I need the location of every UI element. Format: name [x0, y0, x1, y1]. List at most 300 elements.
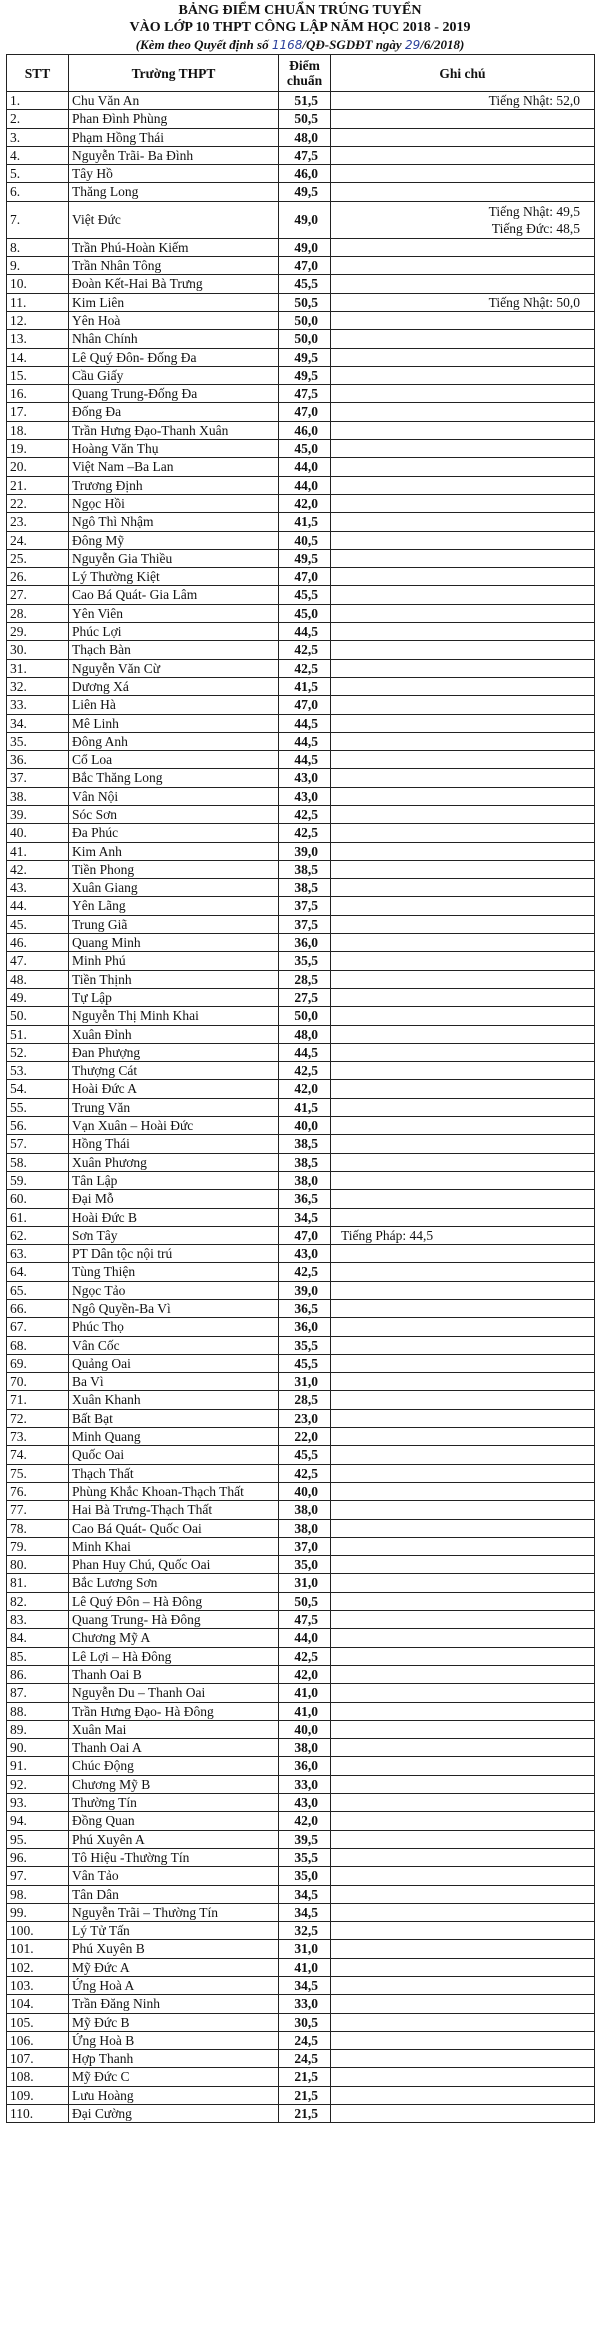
cell-score: 45,0	[279, 440, 331, 458]
cell-school: Đông Anh	[69, 732, 279, 750]
table-row	[7, 403, 595, 421]
cell-note	[331, 1117, 595, 1135]
cell-school: Phú Xuyên B	[69, 1940, 279, 1958]
cell-note	[331, 1702, 595, 1720]
table-row	[7, 1482, 595, 1500]
cell-note	[331, 915, 595, 933]
cell-score: 39,5	[279, 1830, 331, 1848]
cell-note	[331, 696, 595, 714]
table-row	[7, 1885, 595, 1903]
table-row	[7, 1391, 595, 1409]
table-row	[7, 1775, 595, 1793]
cell-stt: 12.	[7, 311, 69, 329]
table-row	[7, 805, 595, 823]
table-row	[7, 421, 595, 439]
cell-score: 42,5	[279, 805, 331, 823]
cell-stt: 86.	[7, 1665, 69, 1683]
cell-school: Đoàn Kết-Hai Bà Trưng	[69, 275, 279, 293]
score-table	[6, 54, 595, 2123]
cell-school: Lưu Hoàng	[69, 2086, 279, 2104]
table-row	[7, 677, 595, 695]
cell-stt: 80.	[7, 1556, 69, 1574]
cell-stt: 81.	[7, 1574, 69, 1592]
cell-score: 41,5	[279, 513, 331, 531]
cell-note	[331, 1318, 595, 1336]
cell-stt: 24.	[7, 531, 69, 549]
table-row	[7, 1922, 595, 1940]
cell-stt: 63.	[7, 1245, 69, 1263]
cell-stt: 17.	[7, 403, 69, 421]
table-row	[7, 915, 595, 933]
table-row	[7, 1995, 595, 2013]
cell-note	[331, 311, 595, 329]
cell-stt: 38.	[7, 787, 69, 805]
cell-note	[331, 238, 595, 256]
cell-note	[331, 1263, 595, 1281]
table-row	[7, 1611, 595, 1629]
cell-stt: 42.	[7, 860, 69, 878]
cell-school: Ngọc Hồi	[69, 494, 279, 512]
cell-school: Nhân Chính	[69, 330, 279, 348]
cell-note	[331, 714, 595, 732]
cell-stt: 102.	[7, 1958, 69, 1976]
cell-school: Chương Mỹ A	[69, 1629, 279, 1647]
cell-score: 42,0	[279, 1080, 331, 1098]
table-row	[7, 1171, 595, 1189]
cell-school: Hoàng Văn Thụ	[69, 440, 279, 458]
cell-score: 42,0	[279, 494, 331, 512]
cell-note	[331, 110, 595, 128]
cell-score: 42,5	[279, 1062, 331, 1080]
cell-score: 45,5	[279, 275, 331, 293]
cell-note	[331, 1354, 595, 1372]
cell-score: 31,0	[279, 1940, 331, 1958]
cell-score: 42,5	[279, 824, 331, 842]
cell-school: Nguyễn Gia Thiều	[69, 549, 279, 567]
cell-school: Quang Trung-Đống Đa	[69, 385, 279, 403]
cell-school: Ứng Hoà B	[69, 2031, 279, 2049]
cell-school: Xuân Mai	[69, 1720, 279, 1738]
cell-school: Nguyễn Văn Cừ	[69, 659, 279, 677]
table-row	[7, 1702, 595, 1720]
cell-stt: 71.	[7, 1391, 69, 1409]
table-row	[7, 183, 595, 201]
cell-score: 38,0	[279, 1739, 331, 1757]
cell-note	[331, 2068, 595, 2086]
cell-note	[331, 1812, 595, 1830]
cell-score: 31,0	[279, 1574, 331, 1592]
cell-stt: 99.	[7, 1903, 69, 1921]
cell-score: 45,5	[279, 586, 331, 604]
cell-note	[331, 805, 595, 823]
cell-score: 39,0	[279, 1281, 331, 1299]
cell-stt: 33.	[7, 696, 69, 714]
cell-school: Việt Nam –Ba Lan	[69, 458, 279, 476]
table-row	[7, 1354, 595, 1372]
cell-school: Mỹ Đức C	[69, 2068, 279, 2086]
cell-score: 45,5	[279, 1354, 331, 1372]
table-row	[7, 732, 595, 750]
cell-score: 33,0	[279, 1995, 331, 2013]
cell-note	[331, 1428, 595, 1446]
cell-school: Cổ Loa	[69, 751, 279, 769]
cell-stt: 7.	[7, 201, 69, 238]
cell-score: 47,5	[279, 146, 331, 164]
table-row	[7, 440, 595, 458]
table-row	[7, 1720, 595, 1738]
document-subtitle: VÀO LỚP 10 THPT CÔNG LẬP NĂM HỌC 2018 - 2019	[129, 20, 471, 35]
cell-school: Phạm Hồng Thái	[69, 128, 279, 146]
table-row	[7, 1629, 595, 1647]
cell-school: Nguyễn Thị Minh Khai	[69, 1007, 279, 1025]
cell-score: 49,5	[279, 183, 331, 201]
cell-score: 41,5	[279, 1098, 331, 1116]
cell-stt: 47.	[7, 952, 69, 970]
cell-score: 47,0	[279, 568, 331, 586]
table-row	[7, 1336, 595, 1354]
cell-score: 51,5	[279, 92, 331, 110]
table-row	[7, 476, 595, 494]
cell-stt: 57.	[7, 1135, 69, 1153]
table-row	[7, 1428, 595, 1446]
document-title: BẢNG ĐIỂM CHUẨN TRÚNG TUYỂN	[178, 3, 422, 18]
cell-stt: 76.	[7, 1482, 69, 1500]
cell-school: Lý Thường Kiệt	[69, 568, 279, 586]
cell-note	[331, 1043, 595, 1061]
cell-stt: 46.	[7, 934, 69, 952]
cell-score: 38,0	[279, 1501, 331, 1519]
cell-note	[331, 860, 595, 878]
cell-note	[331, 1739, 595, 1757]
cell-score: 44,5	[279, 1043, 331, 1061]
cell-stt: 26.	[7, 568, 69, 586]
cell-stt: 34.	[7, 714, 69, 732]
cell-note	[331, 1300, 595, 1318]
cell-score: 42,5	[279, 1647, 331, 1665]
cell-note	[331, 1135, 595, 1153]
cell-note	[331, 1391, 595, 1409]
cell-school: Tân Dân	[69, 1885, 279, 1903]
cell-stt: 41.	[7, 842, 69, 860]
cell-score: 36,0	[279, 1318, 331, 1336]
cell-note	[331, 128, 595, 146]
cell-stt: 45.	[7, 915, 69, 933]
cell-stt: 4.	[7, 146, 69, 164]
cell-stt: 103.	[7, 1976, 69, 1994]
cell-school: Phúc Lợi	[69, 623, 279, 641]
cell-stt: 90.	[7, 1739, 69, 1757]
cell-score: 37,0	[279, 1537, 331, 1555]
cell-note	[331, 1592, 595, 1610]
cell-school: Trung Giã	[69, 915, 279, 933]
table-row	[7, 1867, 595, 1885]
cell-school: Việt Đức	[69, 201, 279, 238]
cell-stt: 104.	[7, 1995, 69, 2013]
column-header-stt: STT	[7, 55, 69, 92]
table-row	[7, 659, 595, 677]
cell-stt: 40.	[7, 824, 69, 842]
cell-note	[331, 970, 595, 988]
table-row	[7, 1958, 595, 1976]
cell-stt: 25.	[7, 549, 69, 567]
cell-note	[331, 494, 595, 512]
cell-stt: 37.	[7, 769, 69, 787]
cell-score: 27,5	[279, 988, 331, 1006]
cell-note	[331, 1373, 595, 1391]
cell-note	[331, 787, 595, 805]
table-row	[7, 1043, 595, 1061]
table-row	[7, 1117, 595, 1135]
cell-school: Yên Lãng	[69, 897, 279, 915]
cell-score: 47,0	[279, 1226, 331, 1244]
cell-note	[331, 257, 595, 275]
cell-note	[331, 330, 595, 348]
cell-note	[331, 1537, 595, 1555]
cell-note	[331, 677, 595, 695]
table-row	[7, 714, 595, 732]
cell-score: 49,5	[279, 366, 331, 384]
cell-school: Ba Vì	[69, 1373, 279, 1391]
cell-stt: 109.	[7, 2086, 69, 2104]
decision-prefix: (Kèm theo Quyết định số	[135, 37, 269, 52]
note-line: Tiếng Pháp: 44,5	[341, 1227, 434, 1243]
cell-note	[331, 641, 595, 659]
cell-school: Phan Huy Chú, Quốc Oai	[69, 1556, 279, 1574]
cell-score: 38,5	[279, 879, 331, 897]
cell-note	[331, 1190, 595, 1208]
cell-note	[331, 1629, 595, 1647]
cell-note	[331, 1958, 595, 1976]
cell-score: 42,5	[279, 1263, 331, 1281]
cell-school: Hai Bà Trưng-Thạch Thất	[69, 1501, 279, 1519]
cell-score: 40,5	[279, 531, 331, 549]
cell-note	[331, 1922, 595, 1940]
cell-score: 28,5	[279, 1391, 331, 1409]
cell-school: Kim Liên	[69, 293, 279, 311]
cell-score: 47,0	[279, 403, 331, 421]
cell-note	[331, 769, 595, 787]
table-row	[7, 1501, 595, 1519]
table-row	[7, 1153, 595, 1171]
cell-school: Mê Linh	[69, 714, 279, 732]
table-row	[7, 1208, 595, 1226]
cell-stt: 58.	[7, 1153, 69, 1171]
cell-stt: 65.	[7, 1281, 69, 1299]
table-row	[7, 1665, 595, 1683]
cell-score: 44,5	[279, 751, 331, 769]
cell-stt: 60.	[7, 1190, 69, 1208]
table-row	[7, 1757, 595, 1775]
cell-stt: 77.	[7, 1501, 69, 1519]
cell-stt: 23.	[7, 513, 69, 531]
cell-school: Quảng Oai	[69, 1354, 279, 1372]
cell-stt: 92.	[7, 1775, 69, 1793]
cell-school: Ngô Thì Nhậm	[69, 513, 279, 531]
cell-note	[331, 897, 595, 915]
cell-score: 24,5	[279, 2050, 331, 2068]
cell-stt: 78.	[7, 1519, 69, 1537]
cell-school: Minh Quang	[69, 1428, 279, 1446]
cell-note	[331, 1208, 595, 1226]
table-row	[7, 1574, 595, 1592]
cell-note	[331, 879, 595, 897]
table-row	[7, 1098, 595, 1116]
cell-stt: 20.	[7, 458, 69, 476]
cell-note	[331, 2031, 595, 2049]
cell-stt: 30.	[7, 641, 69, 659]
cell-note	[331, 1848, 595, 1866]
table-row	[7, 92, 595, 110]
table-row	[7, 2086, 595, 2104]
cell-note	[331, 1245, 595, 1263]
cell-score: 40,0	[279, 1482, 331, 1500]
cell-score: 37,5	[279, 897, 331, 915]
cell-school: Minh Phú	[69, 952, 279, 970]
cell-score: 41,0	[279, 1958, 331, 1976]
cell-school: Quốc Oai	[69, 1446, 279, 1464]
cell-school: Tân Lập	[69, 1171, 279, 1189]
cell-stt: 88.	[7, 1702, 69, 1720]
cell-note	[331, 165, 595, 183]
cell-school: Phúc Thọ	[69, 1318, 279, 1336]
cell-stt: 87.	[7, 1684, 69, 1702]
cell-stt: 70.	[7, 1373, 69, 1391]
cell-note	[331, 1226, 595, 1244]
cell-school: Quang Minh	[69, 934, 279, 952]
table-row	[7, 275, 595, 293]
cell-stt: 96.	[7, 1848, 69, 1866]
table-row	[7, 2013, 595, 2031]
cell-school: Lý Tử Tấn	[69, 1922, 279, 1940]
cell-score: 46,0	[279, 165, 331, 183]
table-row	[7, 128, 595, 146]
cell-score: 21,5	[279, 2086, 331, 2104]
cell-stt: 9.	[7, 257, 69, 275]
cell-stt: 68.	[7, 1336, 69, 1354]
cell-note	[331, 458, 595, 476]
cell-stt: 11.	[7, 293, 69, 311]
table-header-row	[7, 55, 595, 92]
cell-school: Bắc Thăng Long	[69, 769, 279, 787]
table-row	[7, 1739, 595, 1757]
cell-stt: 49.	[7, 988, 69, 1006]
cell-school: Hoài Đức B	[69, 1208, 279, 1226]
cell-note	[331, 1501, 595, 1519]
cell-school: Quang Trung- Hà Đông	[69, 1611, 279, 1629]
cell-school: Nguyễn Trãi – Thường Tín	[69, 1903, 279, 1921]
cell-school: Kim Anh	[69, 842, 279, 860]
cell-school: Vân Tảo	[69, 1867, 279, 1885]
table-row	[7, 494, 595, 512]
cell-score: 44,0	[279, 476, 331, 494]
cell-stt: 85.	[7, 1647, 69, 1665]
table-row	[7, 2105, 595, 2123]
cell-stt: 27.	[7, 586, 69, 604]
table-row	[7, 146, 595, 164]
cell-stt: 19.	[7, 440, 69, 458]
cell-score: 42,5	[279, 1464, 331, 1482]
cell-score: 33,0	[279, 1775, 331, 1793]
cell-stt: 105.	[7, 2013, 69, 2031]
cell-score: 48,0	[279, 128, 331, 146]
table-row	[7, 201, 595, 238]
cell-school: Tự Lập	[69, 988, 279, 1006]
note-line: Tiếng Nhật: 52,0	[488, 93, 580, 109]
cell-score: 35,5	[279, 1848, 331, 1866]
cell-note	[331, 1995, 595, 2013]
cell-stt: 35.	[7, 732, 69, 750]
cell-score: 21,5	[279, 2068, 331, 2086]
cell-score: 47,0	[279, 257, 331, 275]
cell-note	[331, 1647, 595, 1665]
table-row	[7, 1409, 595, 1427]
table-row	[7, 311, 595, 329]
cell-note	[331, 293, 595, 311]
cell-score: 49,0	[279, 201, 331, 238]
cell-score: 42,0	[279, 1812, 331, 1830]
cell-school: Hợp Thanh	[69, 2050, 279, 2068]
cell-score: 47,5	[279, 385, 331, 403]
cell-stt: 15.	[7, 366, 69, 384]
cell-school: Thạch Bàn	[69, 641, 279, 659]
cell-stt: 66.	[7, 1300, 69, 1318]
cell-score: 40,0	[279, 1117, 331, 1135]
cell-score: 42,0	[279, 1665, 331, 1683]
cell-stt: 74.	[7, 1446, 69, 1464]
cell-school: Xuân Khanh	[69, 1391, 279, 1409]
cell-score: 43,0	[279, 769, 331, 787]
cell-score: 24,5	[279, 2031, 331, 2049]
cell-note	[331, 604, 595, 622]
cell-stt: 6.	[7, 183, 69, 201]
cell-note	[331, 1025, 595, 1043]
cell-stt: 108.	[7, 2068, 69, 2086]
cell-note	[331, 1940, 595, 1958]
table-row	[7, 1446, 595, 1464]
cell-school: Phú Xuyên A	[69, 1830, 279, 1848]
cell-score: 35,0	[279, 1867, 331, 1885]
cell-score: 45,0	[279, 604, 331, 622]
cell-school: Yên Hoà	[69, 311, 279, 329]
cell-school: Sơn Tây	[69, 1226, 279, 1244]
cell-note	[331, 183, 595, 201]
cell-score: 47,0	[279, 696, 331, 714]
cell-school: Hồng Thái	[69, 1135, 279, 1153]
cell-score: 38,5	[279, 860, 331, 878]
table-row	[7, 1025, 595, 1043]
cell-note	[331, 1098, 595, 1116]
table-row	[7, 110, 595, 128]
cell-stt: 64.	[7, 1263, 69, 1281]
table-row	[7, 238, 595, 256]
cell-stt: 73.	[7, 1428, 69, 1446]
cell-score: 34,5	[279, 1208, 331, 1226]
table-row	[7, 1903, 595, 1921]
cell-school: Đại Mỗ	[69, 1190, 279, 1208]
cell-score: 42,5	[279, 641, 331, 659]
cell-note	[331, 2105, 595, 2123]
cell-score: 47,5	[279, 1611, 331, 1629]
cell-school: Ngô Quyền-Ba Vì	[69, 1300, 279, 1318]
cell-stt: 97.	[7, 1867, 69, 1885]
table-row	[7, 1976, 595, 1994]
cell-stt: 98.	[7, 1885, 69, 1903]
cell-note	[331, 531, 595, 549]
cell-note	[331, 1757, 595, 1775]
cell-school: Đại Cường	[69, 2105, 279, 2123]
cell-note	[331, 366, 595, 384]
cell-score: 50,5	[279, 293, 331, 311]
